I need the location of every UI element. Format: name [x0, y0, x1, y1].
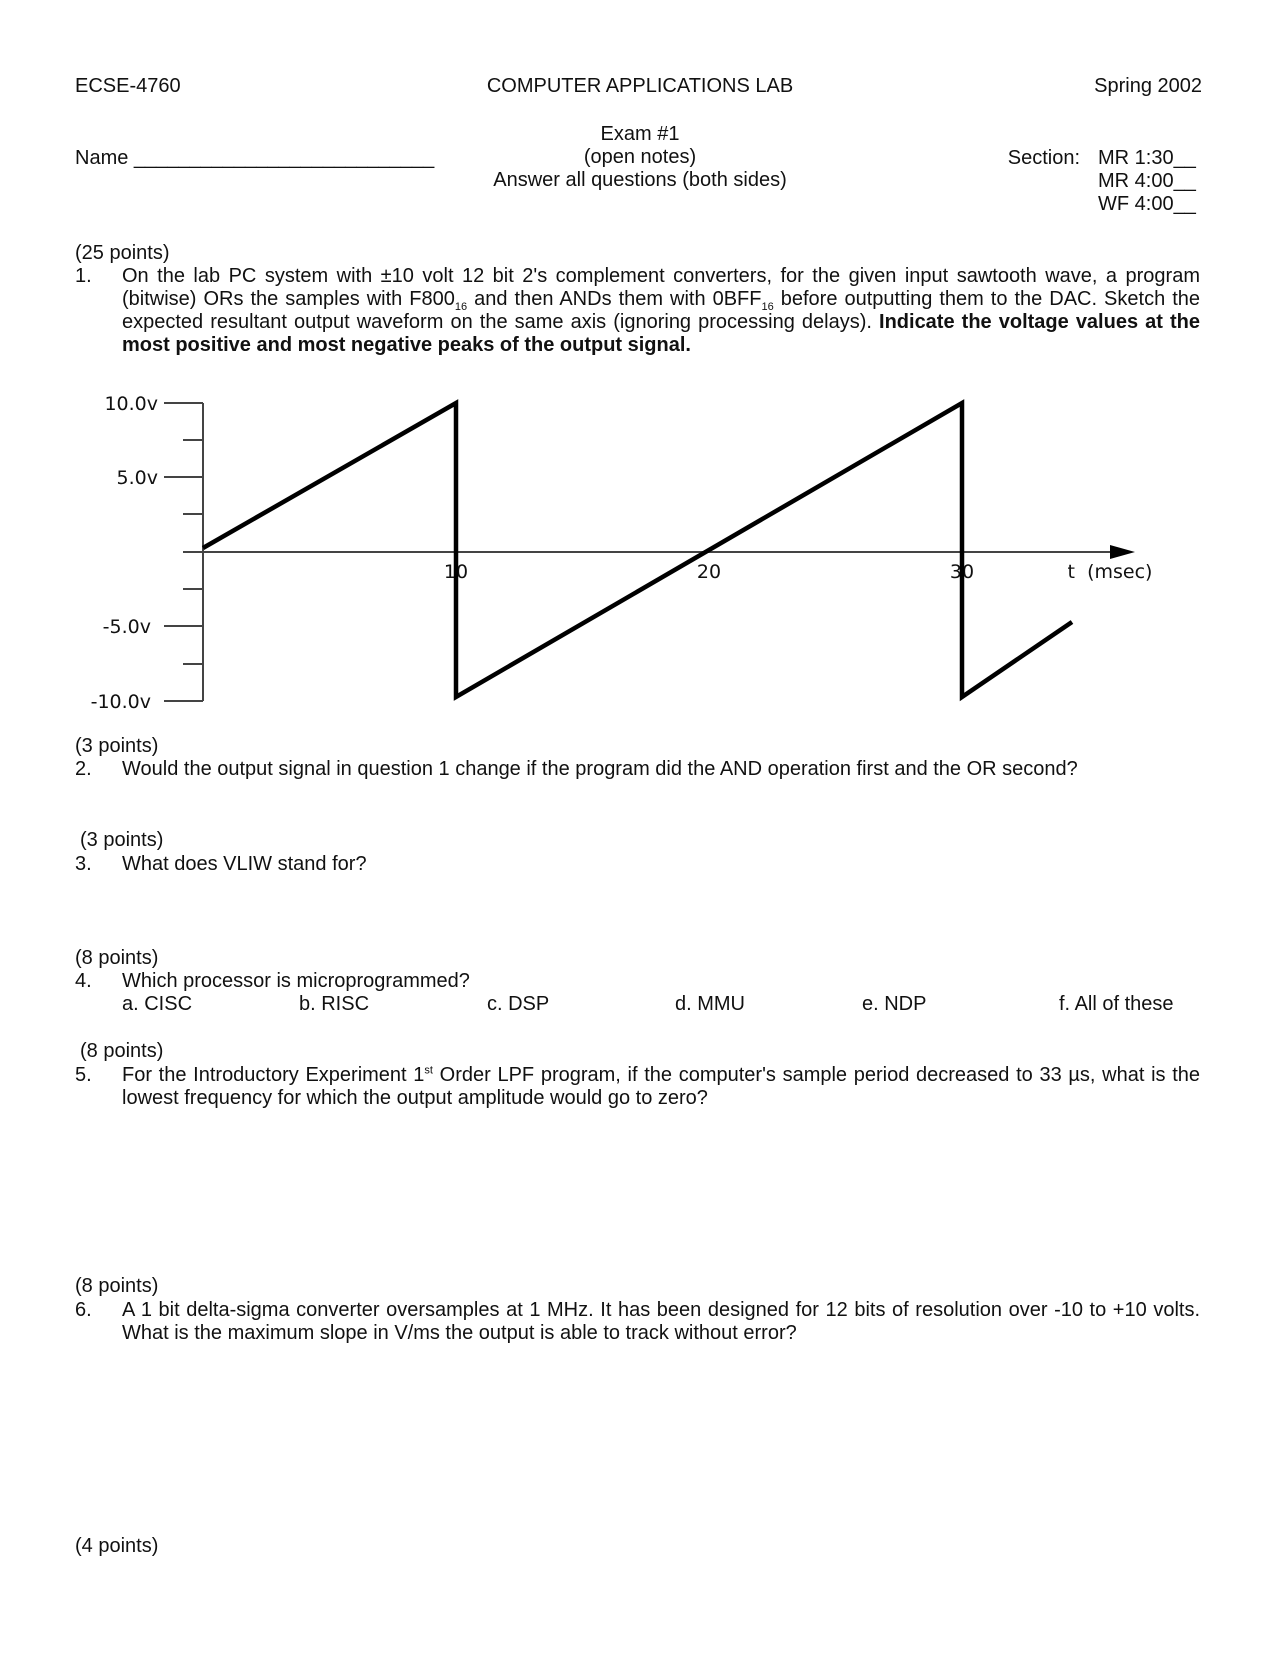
x-axis-label: t (msec)	[1067, 561, 1153, 583]
term: Spring 2002	[1094, 75, 1202, 97]
q1-sub-16b: 16	[761, 301, 774, 313]
q1-points: (25 points)	[75, 242, 170, 264]
q3-text: What does VLIW stand for?	[122, 853, 367, 875]
q5-text	[122, 1064, 1200, 1110]
q4-points: (8 points)	[75, 947, 159, 969]
document-title: COMPUTER APPLICATIONS LAB	[486, 75, 794, 97]
x-axis	[183, 545, 1135, 559]
q1-text-c: before outputting them to the DAC. Sketch the expected resultant output waveform on the same axis (ignoring processing delays).	[122, 288, 1200, 333]
q2-points: (3 points)	[75, 735, 159, 757]
q4-option-f[interactable]: f. All of these	[1059, 993, 1174, 1015]
q5-number: 5.	[75, 1064, 92, 1086]
q6-points: (8 points)	[75, 1275, 159, 1297]
q5-points: (8 points)	[80, 1040, 164, 1062]
q4-text: Which processor is microprogrammed?	[122, 970, 470, 992]
x-tick-20: 20	[696, 561, 722, 583]
x-tick-labels	[444, 561, 1153, 583]
sawtooth-waveform	[203, 403, 1072, 697]
section-option-mr130[interactable]: MR 1:30__	[1098, 147, 1196, 169]
y-tick-neg5: -5.0v	[102, 616, 151, 638]
y-tick-labels	[91, 393, 158, 713]
q7-points: (4 points)	[75, 1535, 159, 1557]
q1-number: 1.	[75, 265, 92, 287]
q3-number: 3.	[75, 853, 92, 875]
q4-option-c[interactable]: c. DSP	[487, 993, 550, 1015]
section-option-mr400[interactable]: MR 4:00__	[1098, 170, 1196, 192]
q4-option-a[interactable]: a. CISC	[122, 993, 193, 1015]
y-tick-5: 5.0v	[116, 467, 158, 489]
section-option-wf400[interactable]: WF 4:00__	[1098, 193, 1196, 215]
q4-option-d[interactable]: d. MMU	[675, 993, 745, 1015]
y-tick-10: 10.0v	[104, 393, 158, 415]
q6-number: 6.	[75, 1299, 92, 1321]
exam-instructions: Answer all questions (both sides)	[493, 169, 787, 191]
q1-text-bold: Indicate the voltage values at the most positive and most negative peaks of the output signal.	[122, 311, 1200, 356]
y-tick-neg10: -10.0v	[90, 691, 151, 713]
x-axis-arrow-icon	[1110, 545, 1135, 559]
x-tick-30: 30	[949, 561, 975, 583]
sawtooth-chart	[0, 0, 1280, 740]
q1-sub-16a: 16	[454, 301, 468, 313]
q6-text: A 1 bit delta-sigma converter oversamples at 1 MHz. It has been designed for 12 bits of resolution over -10 to +10 volts. What is the maximum slope in V/ms the output is able to track without error?	[122, 1299, 1200, 1344]
q1-text-b: and then ANDs them with 0BFF	[467, 288, 762, 310]
name-field[interactable]: Name ___________________________	[75, 147, 435, 169]
exam-title: Exam #1	[600, 123, 680, 145]
course-code: ECSE-4760	[75, 75, 181, 97]
q3-points: (3 points)	[80, 829, 164, 851]
q4-number: 4.	[75, 970, 92, 992]
q5-sup-st: st	[424, 1064, 433, 1077]
q2-text: Would the output signal in question 1 change if the program did the AND operation first and the OR second?	[122, 758, 1078, 780]
q4-option-e[interactable]: e. NDP	[862, 993, 927, 1015]
exam-notes: (open notes)	[583, 146, 697, 168]
q1-text-a: On the lab PC system with ±10 volt 12 bit 2's complement converters, for the given input sawtooth wave, a program (bitwise) ORs the samples with F800	[122, 265, 1200, 310]
q4-option-b[interactable]: b. RISC	[299, 993, 370, 1015]
x-tick-10: 10	[443, 561, 469, 583]
q5-text-b: Order LPF program, if the computer's sample period decreased to 33 µs, what is the lowest frequency for which the output amplitude would go to zero?	[122, 1064, 1200, 1109]
q5-text-a: For the Introductory Experiment 1	[122, 1064, 425, 1086]
section-label: Section:	[1007, 147, 1080, 169]
q2-number: 2.	[75, 758, 92, 780]
